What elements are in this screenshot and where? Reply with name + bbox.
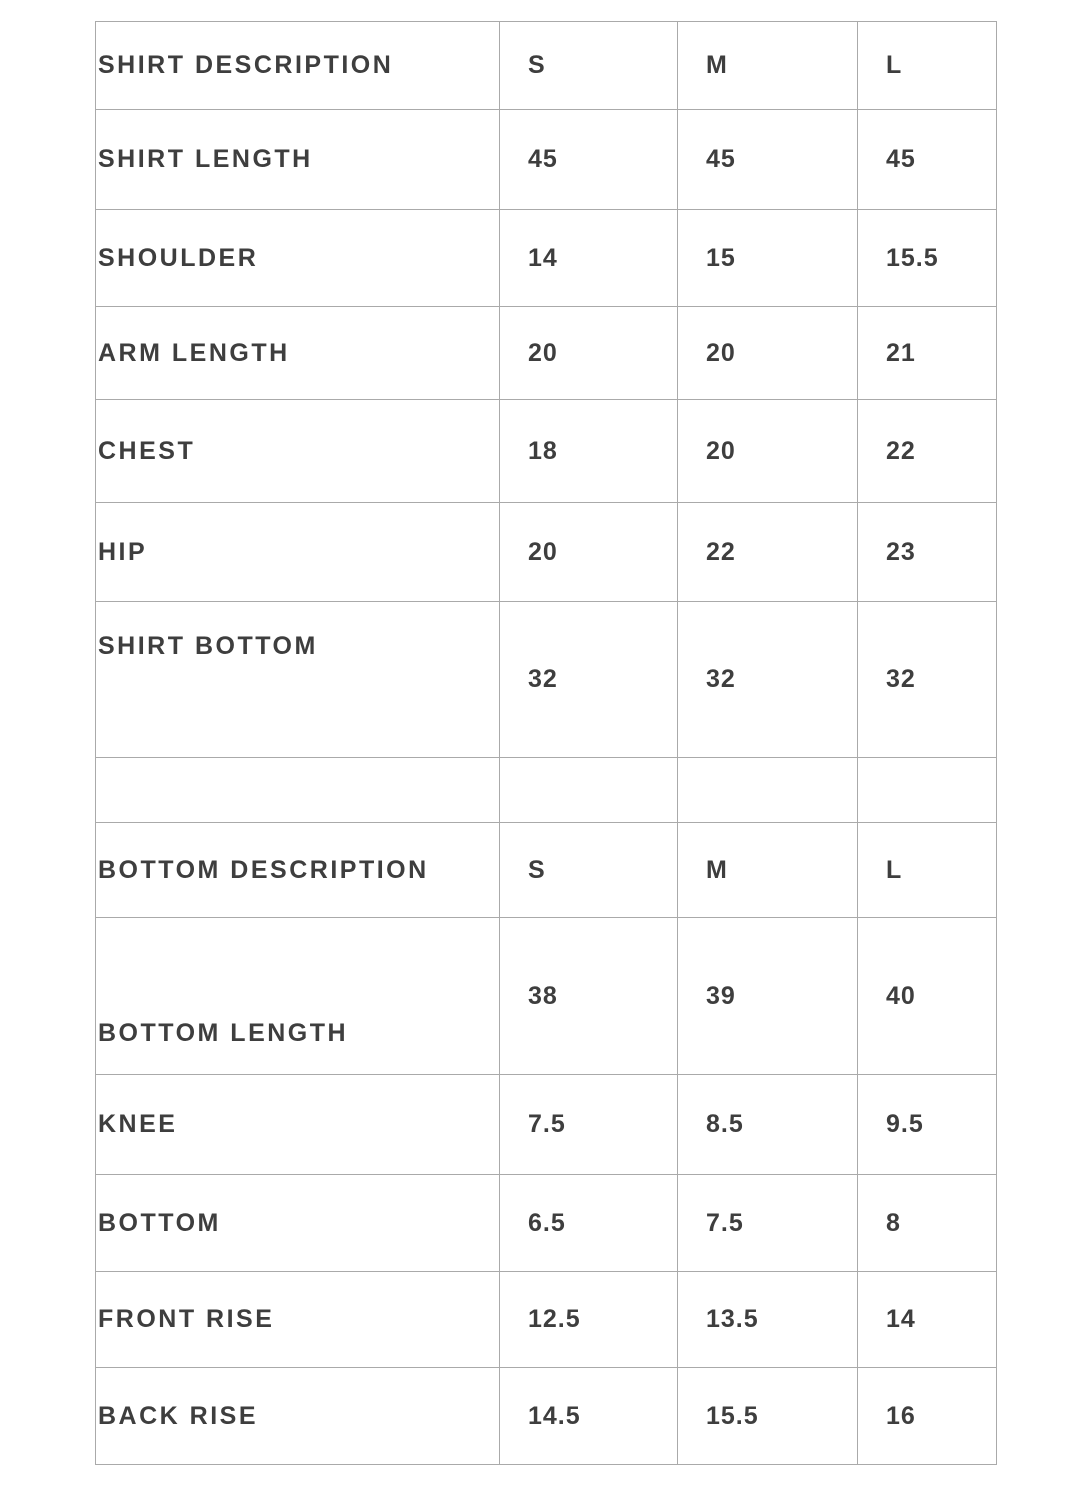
table-row	[96, 602, 997, 758]
size-chart-table	[95, 21, 997, 1465]
size-header-m: M	[678, 22, 858, 110]
spacer-row	[96, 758, 997, 823]
size-value-m: 45	[678, 110, 858, 210]
table-row	[96, 1075, 997, 1175]
table-row	[96, 1272, 997, 1368]
size-value-m: 15.5	[678, 1368, 858, 1465]
row-label: CHEST	[96, 400, 500, 503]
size-value-m: 20	[678, 400, 858, 503]
table-row	[96, 110, 997, 210]
table-row	[96, 918, 997, 1075]
size-value-l: 8	[858, 1175, 997, 1272]
shirt-section-title: SHIRT DESCRIPTION	[96, 22, 500, 110]
size-value-l: 9.5	[858, 1075, 997, 1175]
size-value-m: 20	[678, 307, 858, 400]
size-value-m: 15	[678, 210, 858, 307]
table-row	[96, 1368, 997, 1465]
size-value-l: 16	[858, 1368, 997, 1465]
size-value-s: 18	[500, 400, 678, 503]
size-value-s: 12.5	[500, 1272, 678, 1368]
size-value-l: 21	[858, 307, 997, 400]
size-value-m: 7.5	[678, 1175, 858, 1272]
size-value-l: 14	[858, 1272, 997, 1368]
empty-cell	[678, 758, 858, 823]
size-value-s: 32	[500, 602, 678, 758]
size-value-s: 45	[500, 110, 678, 210]
row-label: BACK RISE	[96, 1368, 500, 1465]
size-header-l: L	[858, 22, 997, 110]
size-value-s: 20	[500, 503, 678, 602]
bottom-section-header-row	[96, 823, 997, 918]
size-value-l: 40	[858, 918, 997, 1075]
size-value-s: 14.5	[500, 1368, 678, 1465]
bottom-section-title: BOTTOM DESCRIPTION	[96, 823, 500, 918]
row-label: SHOULDER	[96, 210, 500, 307]
row-label: ARM LENGTH	[96, 307, 500, 400]
table-row	[96, 1175, 997, 1272]
row-label: BOTTOM LENGTH	[96, 918, 500, 1075]
table-row	[96, 210, 997, 307]
row-label: HIP	[96, 503, 500, 602]
size-value-l: 15.5	[858, 210, 997, 307]
table-row	[96, 400, 997, 503]
size-value-m: 8.5	[678, 1075, 858, 1175]
size-value-l: 22	[858, 400, 997, 503]
table-row	[96, 503, 997, 602]
empty-cell	[500, 758, 678, 823]
size-value-s: 38	[500, 918, 678, 1075]
row-label: SHIRT BOTTOM	[96, 602, 500, 758]
size-value-l: 23	[858, 503, 997, 602]
empty-cell	[96, 758, 500, 823]
size-header-s: S	[500, 22, 678, 110]
size-value-l: 32	[858, 602, 997, 758]
row-label: KNEE	[96, 1075, 500, 1175]
row-label: FRONT RISE	[96, 1272, 500, 1368]
size-header-l: L	[858, 823, 997, 918]
size-value-s: 20	[500, 307, 678, 400]
size-value-m: 22	[678, 503, 858, 602]
size-value-l: 45	[858, 110, 997, 210]
row-label: SHIRT LENGTH	[96, 110, 500, 210]
size-value-s: 7.5	[500, 1075, 678, 1175]
table-row	[96, 307, 997, 400]
size-value-s: 14	[500, 210, 678, 307]
size-header-s: S	[500, 823, 678, 918]
row-label: BOTTOM	[96, 1175, 500, 1272]
size-value-m: 39	[678, 918, 858, 1075]
shirt-section-header-row	[96, 22, 997, 110]
empty-cell	[858, 758, 997, 823]
size-value-s: 6.5	[500, 1175, 678, 1272]
size-value-m: 13.5	[678, 1272, 858, 1368]
size-value-m: 32	[678, 602, 858, 758]
size-header-m: M	[678, 823, 858, 918]
